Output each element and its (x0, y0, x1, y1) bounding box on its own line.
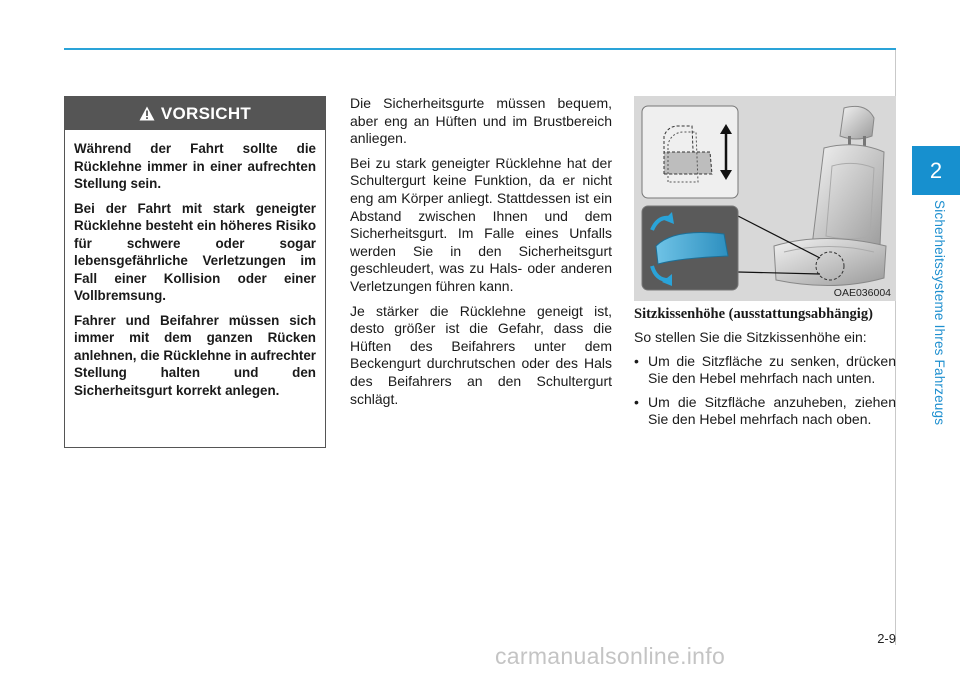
body-paragraph: Die Sicherheitsgurte müssen bequem, aber eng an Hüften und im Brustbereich anliegen. (350, 95, 612, 147)
header-rule (64, 48, 896, 50)
intro-text: So stellen Sie die Sitzkissenhöhe ein: (634, 329, 867, 345)
body-paragraph: Je stärker die Rücklehne geneigt ist, desto größer ist die Gefahr, dass die Hüften des Beifahrers unter dem Beckengurt durchrutschen oder des Hals des Beifahrers an den Schultergurt schlägt. (350, 302, 612, 407)
body-paragraph: Bei zu stark geneigter Rücklehne hat der Schultergurt keine Funktion, da er nicht eng am Körper anliegt. Stattdessen ist ein Abstand zwischen Ihnen und dem Sicherheitsgurt. Im Falle eines Unfalls werden Sie in den Sicherheitsgurt geschleudert, was zu Hals- oder anderen Verletzungen führen kann. (350, 154, 612, 294)
chapter-tab[interactable] (912, 146, 960, 195)
seat-illustration (634, 96, 896, 301)
caution-paragraph: Während der Fahrt sollte die Rücklehne immer in einer aufrechten Stellung sein. (74, 141, 316, 191)
seat-height-lever-diagram (634, 96, 896, 301)
caution-paragraph: Bei der Fahrt mit stark geneigter Rücklehne besteht ein höheres Risiko für schwere oder sogar lebensgefährliche Verletzungen im Fall einer Kollision oder einer Vollbremsung. (74, 200, 316, 303)
figure-code: OAE036004 (833, 287, 891, 299)
caution-body (65, 130, 325, 399)
instruction-list (634, 353, 896, 429)
watermark: carmanualsonline.info (495, 643, 726, 669)
list-item: • Um die Sitzfläche zu senken, drücken Sie den Hebel mehrfach nach unten. (634, 353, 896, 388)
chapter-number: 2 (929, 157, 943, 183)
middle-column (350, 95, 612, 415)
caution-title: VORSICHT (160, 103, 252, 123)
chapter-title: Sicherheitssysteme Ihres Fahrzeugs (932, 200, 947, 426)
warning-triangle-icon (139, 106, 155, 121)
section-heading: Sitzkissenhöhe (ausstattungsabhängig) (634, 306, 873, 322)
page-number: 2-9 (877, 631, 896, 646)
caution-header (65, 97, 325, 130)
list-item: • Um die Sitzfläche anzuheben, ziehen Sie den Hebel mehrfach nach oben. (634, 394, 896, 429)
caution-paragraph: Fahrer und Beifahrer müssen sich immer mit dem ganzen Rücken anlehnen, die Rücklehne in aufrechter Stellung halten und den Sicherheitsgurt korrekt anlegen. (74, 312, 316, 398)
right-column (634, 306, 896, 435)
caution-box (64, 96, 326, 448)
